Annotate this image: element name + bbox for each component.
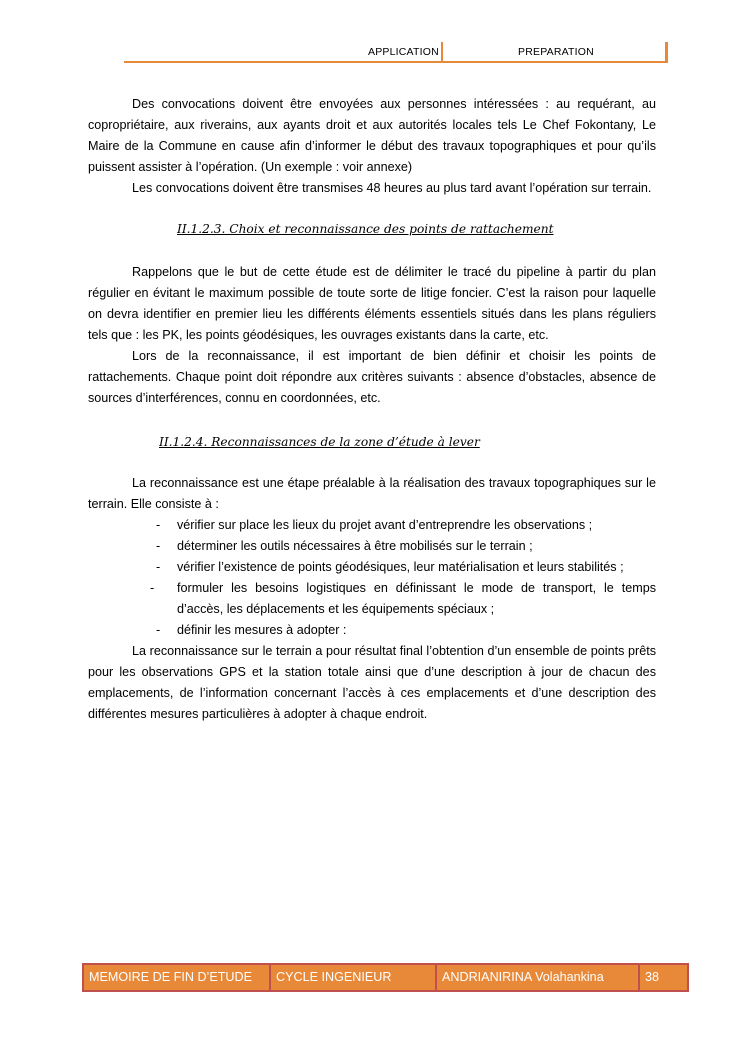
- footer-cycle: CYCLE INGENIEUR: [271, 965, 437, 990]
- header-section-application: APPLICATION: [368, 46, 439, 58]
- bullet-dash: -: [156, 518, 161, 532]
- document-body: [88, 94, 656, 725]
- footer-author: ANDRIANIRINA Volahankina: [437, 965, 640, 990]
- list-item-text: vérifier l’existence de points géodésiques, leur matérialisation et leurs stabilités ;: [177, 560, 624, 574]
- paragraph-reconnaissance-intro: La reconnaissance est une étape préalable à la réalisation des travaux topographiques sur le terrain. Elle consiste à :: [88, 476, 656, 511]
- paragraph-rattachements: Lors de la reconnaissance, il est important de bien définir et choisir les points de rattachements. Chaque point doit répondre aux critères suivants : absence d’obstacles, absence de sources d’interférences, connu en coordonnées, etc.: [88, 349, 656, 405]
- reconnaissance-steps-list: [88, 515, 656, 641]
- list-item-text: déterminer les outils nécessaires à être mobilisés sur le terrain ;: [177, 539, 533, 553]
- paragraph-objectif: Rappelons que le but de cette étude est de délimiter le tracé du pipeline à partir du plan régulier en évitant le maximum possible de toute sorte de litige foncier. C’est la raison pour laquelle on devra identifier en premier lieu les différents éléments essentiels situés dans les plans réguliers tels que : les PK, les points géodésiques, les ouvrages existants dans la carte, etc.: [88, 265, 656, 342]
- paragraph-convocations: Des convocations doivent être envoyées aux personnes intéressées : au requérant, au copropriétaire, aux riverains, aux ayants droit et aux autorités locales tels Le Chef Fokontany, Le Maire de la Commune en cause afin d’informer le début des travaux topographiques et pour qu’ils puissent assister à l’opération. (Un exemple : voir annexe): [88, 97, 656, 174]
- paragraph-transmission: Les convocations doivent être transmises 48 heures au plus tard avant l’opération sur terrain.: [132, 181, 652, 195]
- list-item: [88, 557, 656, 578]
- list-item-text: vérifier sur place les lieux du projet avant d’entreprendre les observations ;: [177, 518, 593, 532]
- bullet-dash: -: [150, 581, 155, 595]
- footer-page-number: 38: [645, 970, 660, 984]
- list-item-text: formuler les besoins logistiques en définissant le mode de transport, le temps d’accès, les déplacements et les équipements spéciaux ;: [177, 581, 656, 616]
- header-divider: [441, 42, 443, 61]
- list-item: [88, 578, 656, 620]
- list-item: [88, 536, 656, 557]
- list-item-text: définir les mesures à adopter :: [177, 623, 347, 637]
- page-header: [124, 42, 668, 63]
- footer-document-title: MEMOIRE DE FIN D’ETUDE: [84, 965, 271, 990]
- section-heading-rattachement: II.1.2.3. Choix et reconnaissance des points de rattachement: [177, 222, 554, 236]
- bullet-dash: -: [156, 539, 161, 553]
- page-footer: [82, 963, 689, 992]
- bullet-dash: -: [156, 623, 161, 637]
- header-section-preparation: PREPARATION: [518, 46, 594, 58]
- list-item: [88, 515, 656, 536]
- section-heading-reconnaissance: II.1.2.4. Reconnaissances de la zone d’étude à lever: [159, 435, 480, 449]
- bullet-dash: -: [156, 560, 161, 574]
- list-item: [88, 620, 656, 641]
- paragraph-resultat: La reconnaissance sur le terrain a pour résultat final l’obtention d’un ensemble de points prêts pour les observations GPS et la station totale ainsi que d’une description à jour de chacun des emplacements, de l’information concernant l’accès à ces emplacements et d’une description des différentes mesures particulières à adopter à chaque endroit.: [88, 644, 656, 721]
